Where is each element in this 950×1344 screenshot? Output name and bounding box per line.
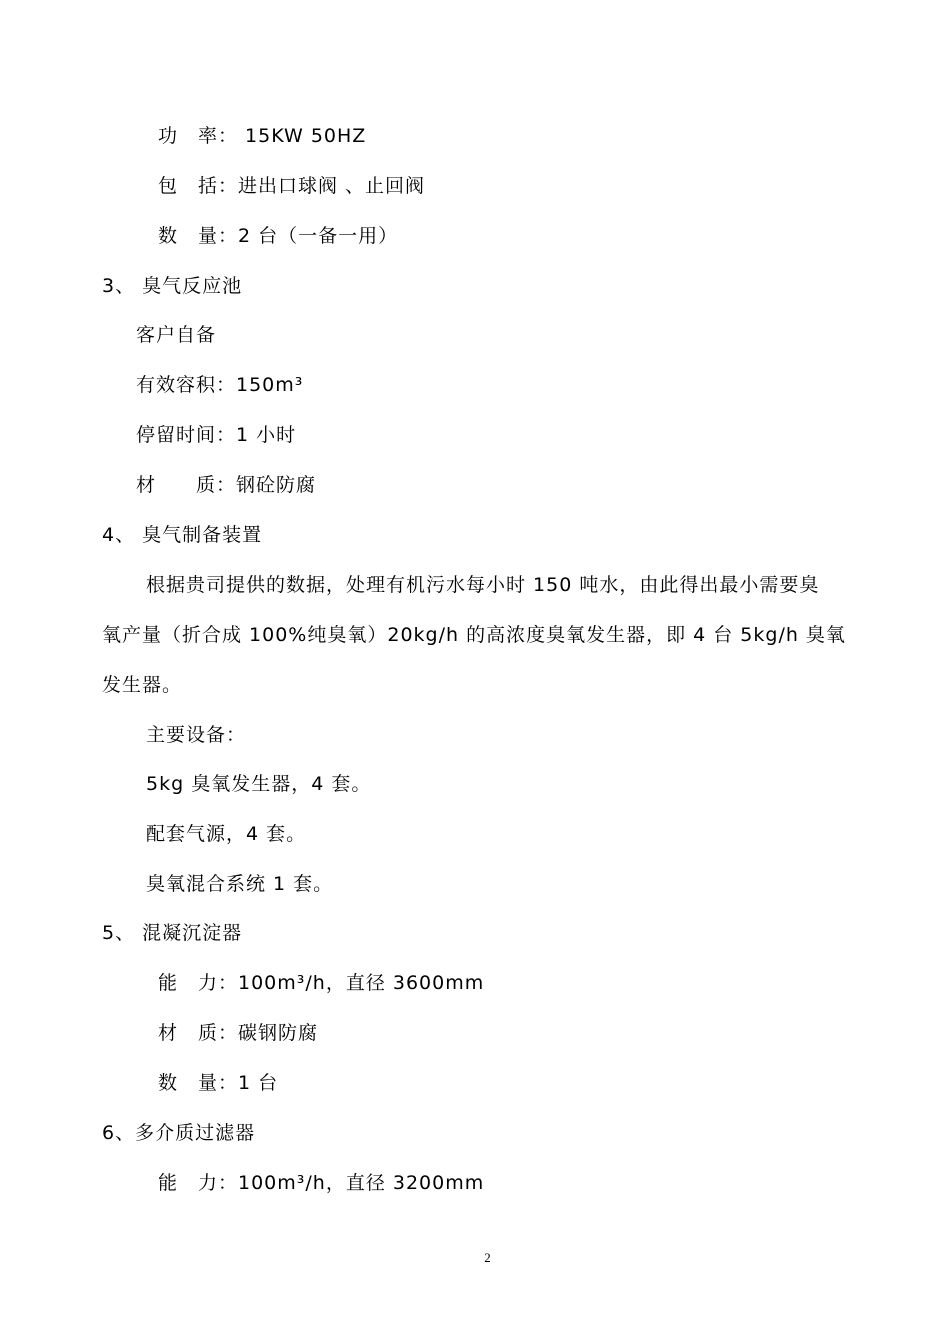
section-heading-6: 6、多介质过滤器 — [102, 1122, 256, 1144]
spec-capacity: 能 力：100m³/h，直径 3200mm — [158, 1172, 485, 1194]
paragraph-line-1: 根据贵司提供的数据，处理有机污水每小时 150 吨水，由此得出最小需要臭 — [146, 574, 820, 596]
section-heading-4: 4、 臭气制备装置 — [102, 524, 263, 546]
equipment-item-1: 5kg 臭氧发生器，4 套。 — [146, 773, 372, 795]
spec-material: 材 质：钢砼防腐 — [136, 474, 317, 496]
paragraph-line-3: 发生器。 — [102, 674, 183, 696]
spec-includes: 包 括：进出口球阀 、止回阀 — [158, 175, 426, 197]
equipment-item-3: 臭氧混合系统 1 套。 — [146, 873, 334, 895]
spec-client-supplied: 客户自备 — [136, 324, 217, 346]
spec-capacity: 能 力：100m³/h，直径 3600mm — [158, 972, 485, 994]
page-number: 2 — [484, 1250, 491, 1265]
equipment-item-2: 配套气源，4 套。 — [146, 823, 307, 845]
section-heading-3: 3、 臭气反应池 — [102, 275, 243, 297]
spec-effective-volume: 有效容积：150m³ — [136, 374, 304, 396]
spec-material: 材 质：碳钢防腐 — [158, 1022, 319, 1044]
main-equipment-label: 主要设备： — [146, 724, 247, 746]
paragraph-line-2: 氧产量（折合成 100%纯臭氧）20kg/h 的高浓度臭氧发生器，即 4 台 5kg/h 臭氧 — [102, 624, 846, 646]
spec-power: 功 率： 15KW 50HZ — [158, 125, 367, 147]
spec-retention-time: 停留时间：1 小时 — [136, 424, 297, 446]
section-heading-5: 5、 混凝沉淀器 — [102, 922, 243, 944]
spec-quantity: 数 量：2 台（一备一用） — [158, 225, 399, 247]
spec-quantity: 数 量：1 台 — [158, 1072, 279, 1094]
